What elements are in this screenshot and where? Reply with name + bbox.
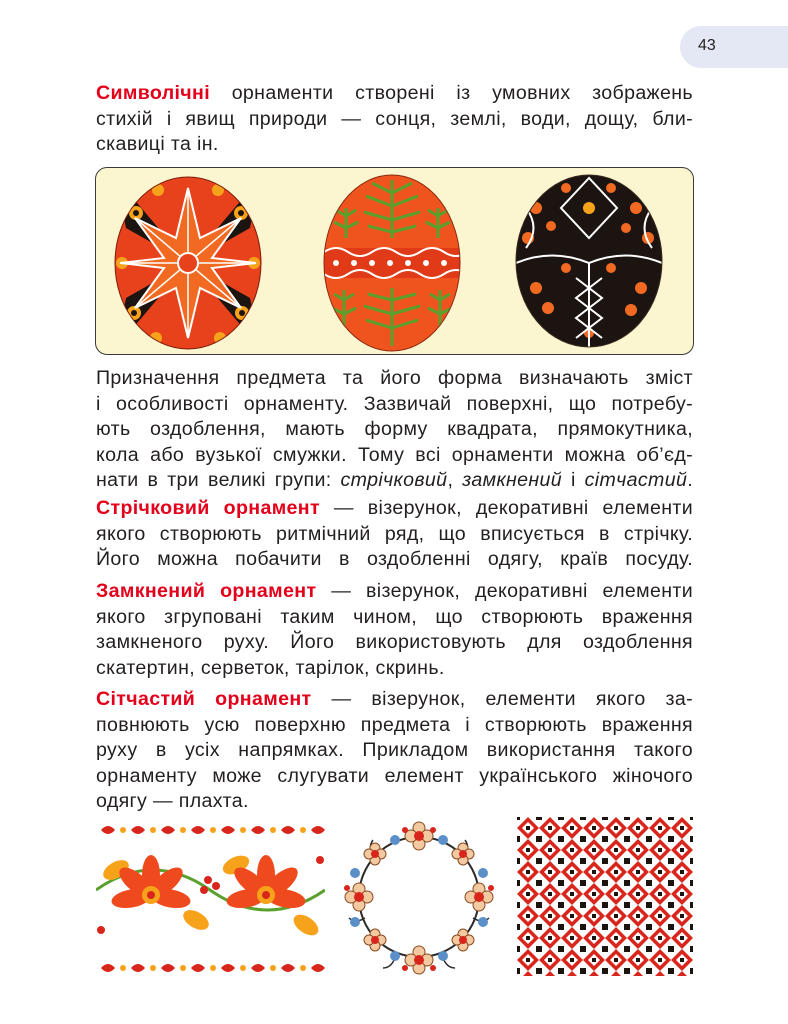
term-symbolic: Символічні — [96, 82, 211, 104]
groups-paragraph: Призначення предмета та його форма визначають зміст і особливості орнаменту. Зазвичай поверхні, що потребу- ють оздоблення, мають форму квадрата, прямокутника, кола або вузької смужки. Тому всі орнаменти можна об’єд- нати в три великі групи: стрічковий, замкнений і сітчастий. — [96, 367, 693, 491]
intro-paragraph: Символічні орнаменти створені із умовних зображень стихій і явищ природи — сонця, землі, води, дощу, бли- скавиці та ін. — [96, 82, 693, 155]
ribbon-ornament — [96, 820, 325, 978]
ribbon-definition: Стрічковий орнамент — візерунок, декоративні елементи якого створюють ритмічний ряд, що вписується в стрічку. Його можна побачити в оздобленні одягу, країв посуду. — [96, 497, 693, 570]
closed-definition: Замкнений орнамент — візерунок, декоративні елементи якого згруповані таким чином, що створюють враження замкненого руху. Його використовують для оздоблення скатертин, серветок, тарілок, скринь. — [96, 580, 693, 679]
group-ribbon: стрічковий — [340, 469, 448, 491]
group-closed: замкнений — [462, 469, 563, 491]
mesh-definition: Сітчастий орнамент — візерунок, елементи якого за- повнюють усю поверхню предмета і створюють враження руху в усіх напрямках. Прикладом використання такого орнаменту може слугувати елемент українського жіночого одягу — плахта. — [96, 688, 693, 812]
wreath-flowers — [345, 822, 493, 974]
pysanka-net — [516, 175, 662, 348]
term-mesh: Сітчастий орнамент — [96, 688, 312, 710]
mesh-ornament — [517, 817, 693, 976]
closed-ornament — [335, 818, 503, 976]
group-mesh: сітчастий — [584, 469, 688, 491]
pysanka-star — [115, 177, 261, 349]
term-closed: Замкнений орнамент — [96, 580, 317, 602]
term-ribbon: Стрічковий орнамент — [96, 497, 320, 519]
page-number-tab — [680, 26, 788, 68]
page-number: 43 — [698, 37, 716, 54]
pysanky-illustration — [96, 168, 694, 355]
pysanka-branches — [324, 175, 468, 351]
eggs-figure — [95, 167, 694, 355]
